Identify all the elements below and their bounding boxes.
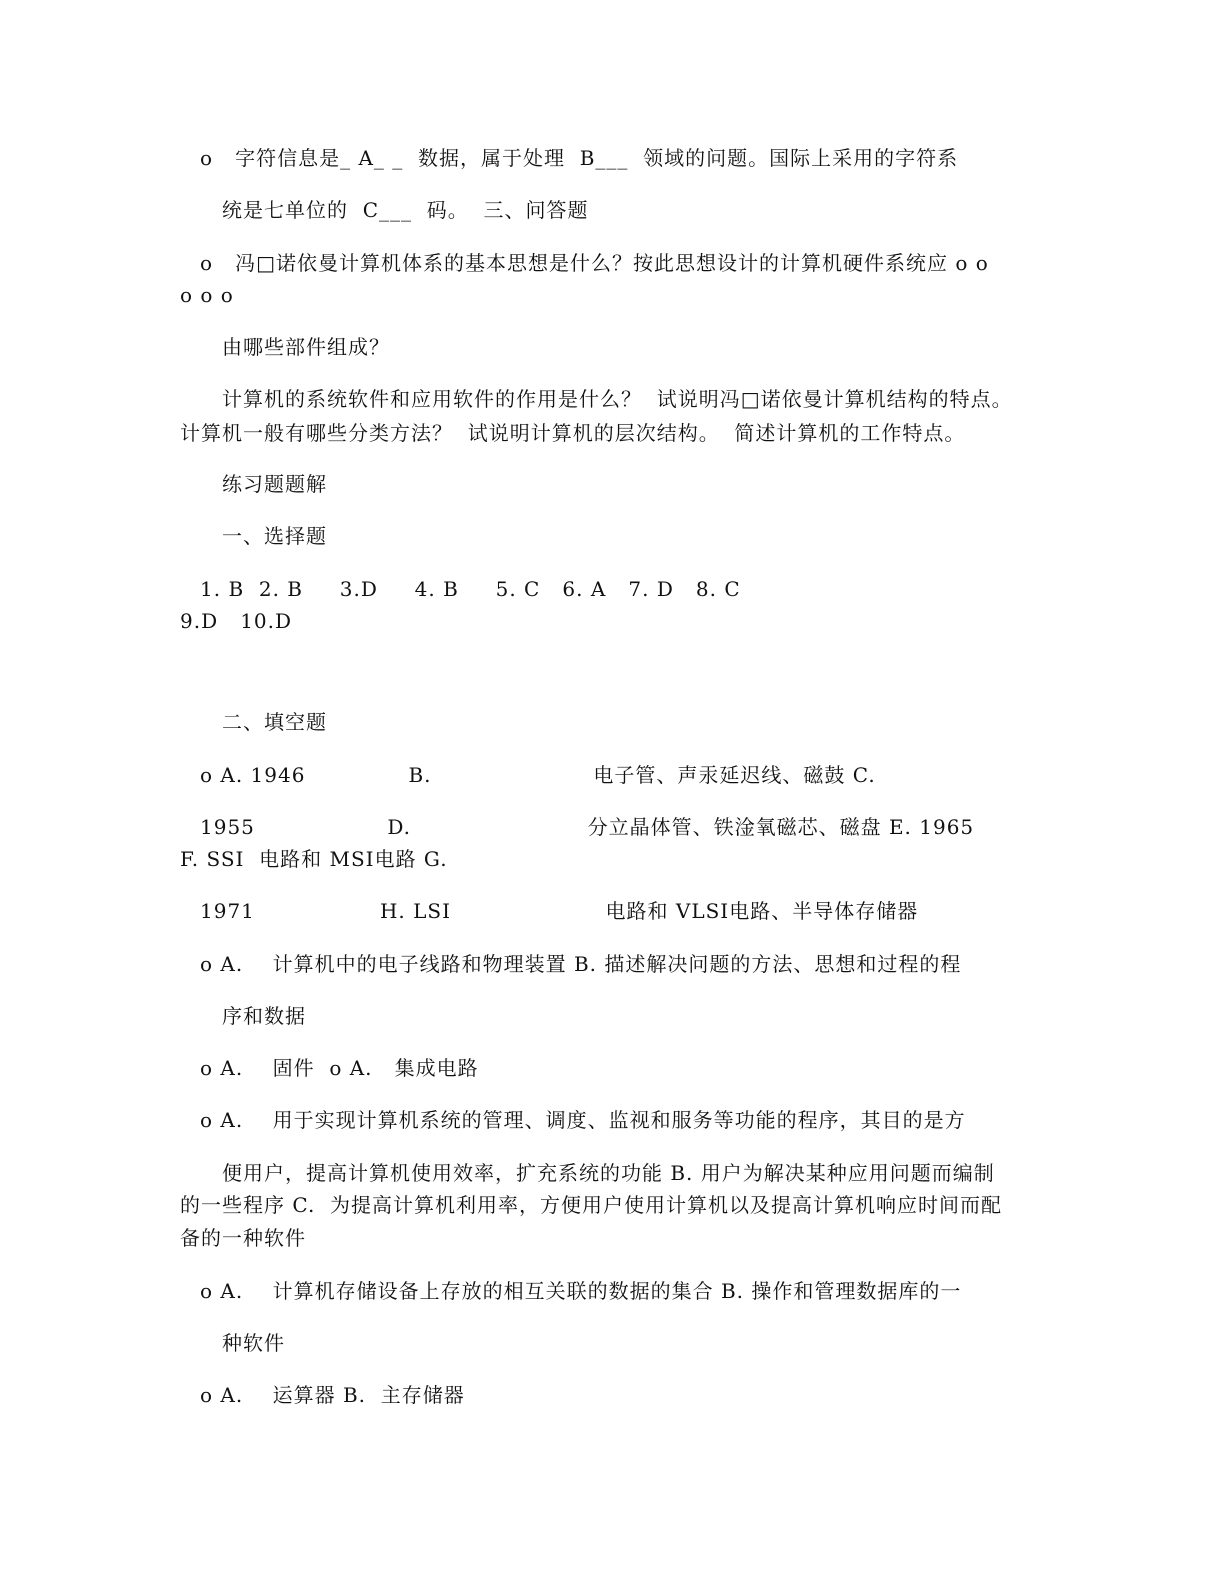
text-line: o 字符信息是_ A_ _ 数据，属于处理 B___ 领域的问题。国际上采用的字符系	[200, 146, 959, 170]
text-line: o A. 计算机存储设备上存放的相互关联的数据的集合 B. 操作和管理数据库的一	[200, 1279, 962, 1303]
text-line: 种软件	[222, 1331, 285, 1355]
text-line: 统是七单位的 C___ 码。 三、问答题	[222, 198, 589, 222]
text-line: 1971 H. LSI 电路和 VLSI电路、半导体存储器	[200, 899, 919, 923]
text-line: 便用户，提高计算机使用效率，扩充系统的功能 B. 用户为解决某种应用问题而编制	[222, 1161, 995, 1185]
text-line: 序和数据	[222, 1004, 306, 1028]
text-line: o A. 用于实现计算机系统的管理、调度、监视和服务等功能的程序，其目的是方	[200, 1108, 966, 1132]
text-line: o o o	[180, 283, 234, 307]
text-line: o 冯□诺依曼计算机体系的基本思想是什么？按此思想设计的计算机硬件系统应 o o	[200, 251, 989, 275]
answer-line: 9.D 10.D	[180, 609, 293, 633]
text-line: o A. 计算机中的电子线路和物理装置 B. 描述解决问题的方法、思想和过程的程	[200, 952, 962, 976]
text-line: 1955 D. 分立晶体管、铁淦氧磁芯、磁盘 E. 1965	[200, 815, 975, 839]
text-line: 备的一种软件	[180, 1226, 306, 1250]
text-line: 计算机一般有哪些分类方法？ 试说明计算机的层次结构。 简述计算机的工作特点。	[180, 421, 966, 445]
text-line: o A. 运算器 B. 主存储器	[200, 1383, 465, 1407]
section-heading: 一、选择题	[222, 524, 327, 548]
section-heading: 练习题题解	[222, 472, 327, 496]
answer-line: 1. B 2. B 3.D 4. B 5. C 6. A 7. D 8. C	[200, 577, 741, 601]
text-line: o A. 固件 o A. 集成电路	[200, 1056, 479, 1080]
text-line: 由哪些部件组成？	[222, 335, 390, 359]
text-line: 的一些程序 C. 为提高计算机利用率，方便用户使用计算机以及提高计算机响应时间而配	[180, 1193, 1003, 1217]
text-line: o A. 1946 B. 电子管、声汞延迟线、磁鼓 C.	[200, 763, 876, 787]
text-line: 计算机的系统软件和应用软件的作用是什么？ 试说明冯□诺依曼计算机结构的特点。	[222, 387, 1013, 411]
section-heading: 二、填空题	[222, 710, 327, 734]
text-line: F. SSI 电路和 MSI电路 G.	[180, 847, 448, 871]
